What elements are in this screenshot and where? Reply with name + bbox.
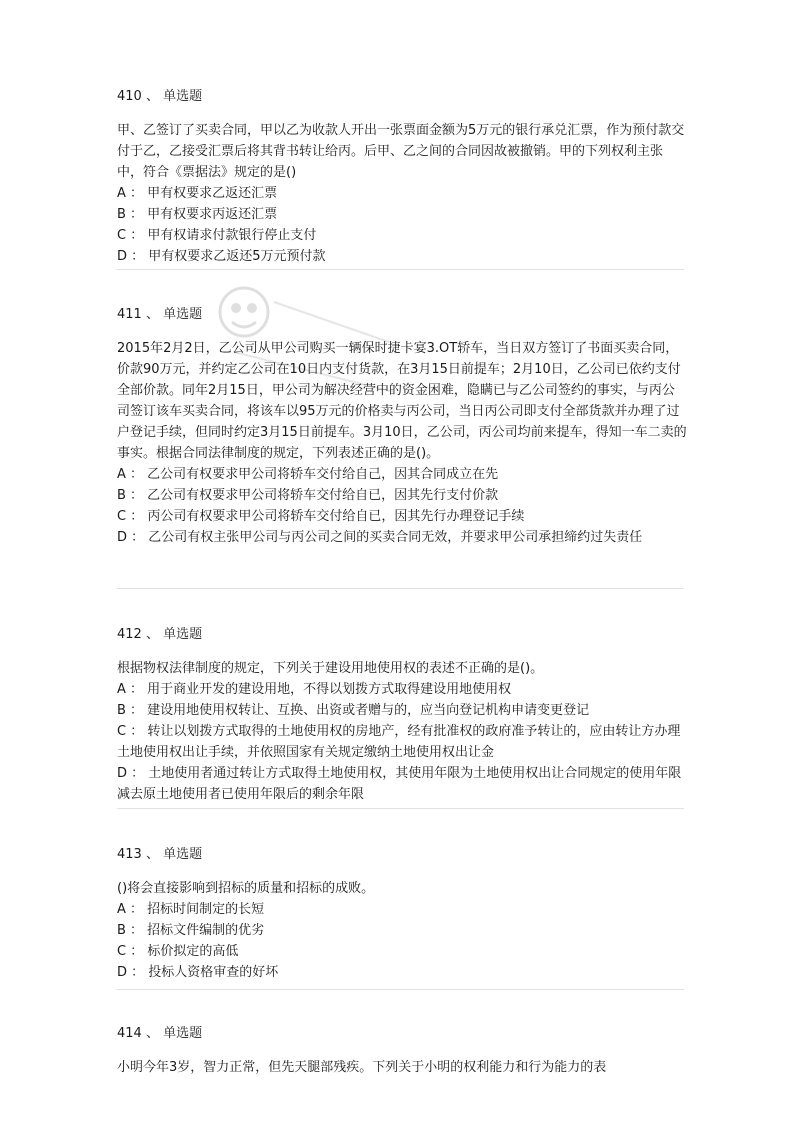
option-b: B ： 甲有权要求丙返还汇票 xyxy=(117,207,278,222)
question-413 xyxy=(117,845,687,983)
option-c: C ： 丙公司有权要求甲公司将轿车交付给自已，因其先行办理登记手续 xyxy=(117,509,525,524)
option-d: D ： 乙公司有权主张甲公司与丙公司之间的买卖合同无效，并要求甲公司承担缔约过失责任 xyxy=(117,530,643,545)
question-stem: 根据物权法律制度的规定，下列关于建设用地使用权的表述不正确的是()。 xyxy=(117,661,544,676)
option-d: D ： 甲有权要求乙返还5万元预付款 xyxy=(117,249,326,264)
option-d: D ： 投标人资格审查的好坏 xyxy=(117,965,279,980)
question-stem: ()将会直接影响到招标的质量和招标的成败。 xyxy=(117,881,375,896)
option-a: A ： 用于商业开发的建设用地，不得以划拨方式取得建设用地使用权 xyxy=(117,682,512,697)
question-header: 411 、 单选题 xyxy=(117,307,203,322)
section-divider xyxy=(117,588,684,589)
section-divider xyxy=(117,269,684,270)
section-divider xyxy=(117,808,684,809)
option-list xyxy=(117,679,687,805)
option-c: C ： 转让以划拨方式取得的土地使用权的房地产，经有批准权的政府准予转让的，应由转让方办理土地使用权出让手续，并依照国家有关规定缴纳土地使用权出让金 xyxy=(117,724,681,760)
option-a: A ： 甲有权要求乙返还汇票 xyxy=(117,186,278,201)
question-410 xyxy=(117,87,687,267)
option-a: A ： 招标时间制定的长短 xyxy=(117,902,265,917)
option-b: B ： 建设用地使用权转让、互换、出资或者赠与的，应当向登记机构申请变更登记 xyxy=(117,703,590,718)
option-b: B ： 乙公司有权要求甲公司将轿车交付给自已，因其先行支付价款 xyxy=(117,488,499,503)
section-divider xyxy=(117,989,684,990)
question-header: 414 、 单选题 xyxy=(117,1026,203,1041)
option-b: B ： 招标文件编制的优劣 xyxy=(117,923,265,938)
option-c: C ： 甲有权请求付款银行停止支付 xyxy=(117,228,317,243)
question-412 xyxy=(117,625,687,805)
question-411 xyxy=(117,305,687,548)
question-stem: 小明今年3岁，智力正常，但先天腿部残疾。下列关于小明的权利能力和行为能力的表 xyxy=(117,1060,607,1075)
option-list xyxy=(117,899,687,983)
option-c: C ： 标价拟定的高低 xyxy=(117,944,239,959)
question-stem: 2015年2月2日，乙公司从甲公司购买一辆保时捷卡宴3.OT轿车，当日双方签订了书面买卖合同，价款90万元，并约定乙公司在10日内支付货款，在3月15日前提车；2月10日，乙公司已依约支付全部价款。同年2月15日，甲公司为解决经营中的资金困难，隐瞒已与乙公司签约的事实，与丙公司签订该车买卖合同，将该车以95万元的价格卖与丙公司，当日丙公司即支付全部货款并办理了过户登记手续，但同时约定3月15日前提车。3月10日，乙公司，丙公司均前来提车，得知一车二卖的事实。根据合同法律制度的规定，下列表述正确的是()。 xyxy=(117,341,687,461)
question-header: 412 、 单选题 xyxy=(117,627,203,642)
option-d: D ： 土地使用者通过转让方式取得土地使用权，其使用年限为土地使用权出让合同规定的使用年限减去原土地使用者已使用年限后的剩余年限 xyxy=(117,766,682,802)
option-list xyxy=(117,464,687,548)
question-414 xyxy=(117,1024,687,1078)
option-a: A ： 乙公司有权要求甲公司将轿车交付给自己，因其合同成立在先 xyxy=(117,467,499,482)
question-header: 410 、 单选题 xyxy=(117,89,203,104)
option-list xyxy=(117,183,687,267)
question-header: 413 、 单选题 xyxy=(117,847,203,862)
question-stem: 甲、乙签订了买卖合同，甲以乙为收款人开出一张票面金额为5万元的银行承兑汇票，作为预付款交付于乙，乙接受汇票后将其背书转让给丙。后甲、乙之间的合同因故被撤销。甲的下列权利主张中，符合《票据法》规定的是() xyxy=(117,123,685,180)
